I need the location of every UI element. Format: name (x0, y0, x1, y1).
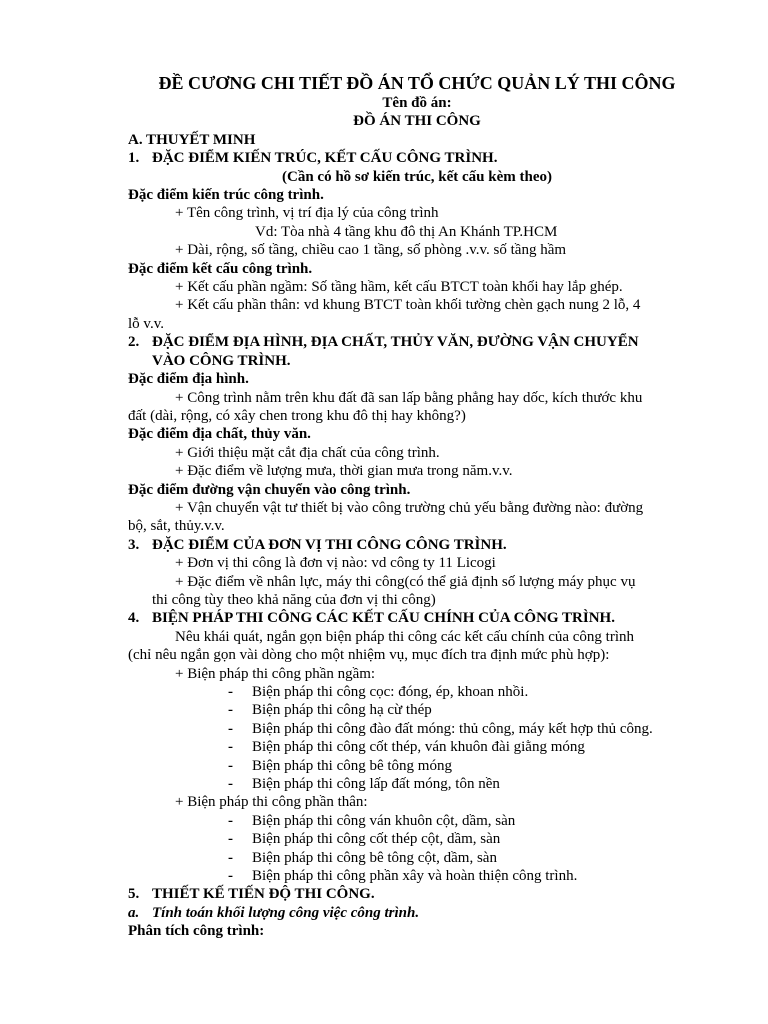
section-5a-letter: a. (128, 904, 140, 921)
section-1-line-2: Vd: Tòa nhà 4 tầng khu đô thị An Khánh TP.HCM (255, 223, 558, 240)
section-1-number: 1. (128, 150, 140, 167)
section-1-line-5b: lỗ v.v. (128, 315, 164, 332)
section-2-line-2: + Giới thiệu mặt cắt địa chất của công trình. (175, 444, 440, 461)
list-item (128, 849, 706, 867)
list-item (128, 867, 706, 885)
list-item (128, 738, 706, 756)
section-4-para-a: Nêu khái quát, ngắn gọn biện pháp thi công các kết cấu chính của công trình (175, 628, 635, 645)
section-4-number: 4. (128, 610, 140, 627)
project-label: Tên đồ án: (382, 95, 452, 111)
section-5-heading (128, 885, 706, 903)
section-1-note: (Cần có hồ sơ kiến trúc, kết cấu kèm theo) (282, 168, 552, 185)
section-2-number: 2. (128, 334, 140, 351)
dash-marker: - (228, 757, 233, 774)
list-item-text: Biện pháp thi công cốt thép cột, dầm, sàn (252, 831, 501, 848)
section-1-heading (128, 149, 706, 167)
section-1-line-3: + Dài, rộng, số tầng, chiều cao 1 tầng, số phòng .v.v. số tầng hầm (175, 242, 567, 259)
section-3-line-2b: thi công tùy theo khả năng của đơn vị thi công) (152, 591, 436, 608)
section-2-line-1a: + Công trình nằm trên khu đất đã san lấp bằng phẳng hay dốc, kích thước khu (175, 389, 643, 406)
section-2-line-4a: + Vận chuyển vật tư thiết bị vào công trường chủ yếu bằng đường nào: đường (175, 499, 644, 516)
list-item-text: Biện pháp thi công cốt thép, ván khuôn đài giằng móng (252, 739, 585, 756)
list-item (128, 683, 706, 701)
dash-marker: - (228, 812, 233, 829)
list-item (128, 720, 706, 738)
section-5-number: 5. (128, 886, 140, 903)
section-5a-heading (128, 904, 706, 922)
section-2-heading (128, 333, 706, 351)
section-4-group-2: + Biện pháp thi công phần thân: (175, 794, 368, 811)
list-item-text: Biện pháp thi công hạ cừ thép (252, 702, 432, 719)
list-item-text: Biện pháp thi công bê tông móng (252, 757, 452, 774)
dash-marker: - (228, 868, 233, 885)
section-3-number: 3. (128, 536, 140, 553)
section-3-line-2a: + Đặc điểm về nhân lực, máy thi công(có thể giả định số lượng máy phục vụ (175, 573, 636, 590)
dash-marker: - (228, 739, 233, 756)
section-1-line-1: + Tên công trình, vị trí địa lý của công trình (175, 205, 439, 222)
project-name: ĐỒ ÁN THI CÔNG (353, 113, 481, 130)
section-2-sub-transport: Đặc điểm đường vận chuyển vào công trình. (128, 481, 411, 498)
section-2-line-3: + Đặc điểm về lượng mưa, thời gian mưa trong năm.v.v. (175, 463, 513, 480)
section-2-sub-geology: Đặc điểm địa chất, thủy văn. (128, 426, 311, 443)
section-2-title: ĐẶC ĐIỂM ĐỊA HÌNH, ĐỊA CHẤT, THỦY VĂN, ĐƯỜNG VẬN CHUYỂN (152, 334, 639, 351)
document-title: ĐỀ CƯƠNG CHI TIẾT ĐỒ ÁN TỔ CHỨC QUẢN LÝ THI CÔNG (158, 73, 676, 93)
section-3-line-1: + Đơn vị thi công là đơn vị nào: vd công ty 11 Licogi (175, 555, 496, 572)
list-item-text: Biện pháp thi công đào đất móng: thủ công, máy kết hợp thủ công. (252, 720, 653, 737)
list-item-text: Biện pháp thi công phần xây và hoàn thiện công trình. (252, 868, 578, 885)
dash-marker: - (228, 776, 233, 793)
section-1-sub-architecture: Đặc điểm kiến trúc công trình. (128, 187, 324, 204)
list-item-text: Biện pháp thi công ván khuôn cột, dầm, sàn (252, 812, 516, 829)
section-1-line-4: + Kết cấu phần ngầm: Số tầng hầm, kết cấu BTCT toàn khối hay lắp ghép. (175, 279, 623, 296)
section-2-sub-terrain: Đặc điểm địa hình. (128, 371, 249, 388)
section-2-title-cont: VÀO CÔNG TRÌNH. (152, 352, 291, 369)
section-4-heading (128, 609, 706, 627)
list-item-text: Biện pháp thi công cọc: đóng, ép, khoan nhồi. (252, 684, 529, 700)
dash-marker: - (228, 849, 233, 866)
section-4-title: BIỆN PHÁP THI CÔNG CÁC KẾT CẤU CHÍNH CỦA CÔNG TRÌNH. (152, 610, 615, 627)
section-3-heading (128, 536, 706, 554)
list-item (128, 701, 706, 719)
dash-marker: - (228, 831, 233, 848)
section-4-para-b: (chỉ nêu ngắn gọn vài dòng cho một nhiệm vụ, mục đích tra định mức phù hợp): (128, 647, 610, 664)
section-5a-title: Tính toán khối lượng công việc công trình. (152, 904, 420, 921)
list-item-text: Biện pháp thi công bê tông cột, dầm, sàn (252, 849, 497, 866)
section-1-title: ĐẶC ĐIỂM KIẾN TRÚC, KẾT CẤU CÔNG TRÌNH. (152, 150, 498, 167)
list-item (128, 830, 706, 848)
section-2-line-1b: đất (dài, rộng, có xây chen trong khu đô thị hay không?) (128, 407, 466, 424)
dash-marker: - (228, 720, 233, 737)
section-5-analysis: Phân tích công trình: (128, 923, 265, 940)
section-3-title: ĐẶC ĐIỂM CỦA ĐƠN VỊ THI CÔNG CÔNG TRÌNH. (152, 536, 507, 553)
list-item (128, 757, 706, 775)
section-1-sub-structure: Đặc điểm kết cấu công trình. (128, 260, 313, 277)
list-item (128, 812, 706, 830)
section-4-group-1: + Biện pháp thi công phần ngầm: (175, 665, 376, 682)
list-item (128, 775, 706, 793)
list-item-text: Biện pháp thi công lấp đất móng, tôn nền (252, 776, 500, 793)
section-5-title: THIẾT KẾ TIẾN ĐỘ THI CÔNG. (152, 886, 375, 903)
dash-marker: - (228, 684, 233, 700)
dash-marker: - (228, 702, 233, 719)
section-2-line-4b: bộ, sắt, thủy.v.v. (128, 518, 225, 535)
section-1-line-5a: + Kết cấu phần thân: vd khung BTCT toàn khối tường chèn gạch nung 2 lỗ, 4 (175, 297, 641, 314)
section-a-heading: A. THUYẾT MINH (128, 131, 256, 148)
